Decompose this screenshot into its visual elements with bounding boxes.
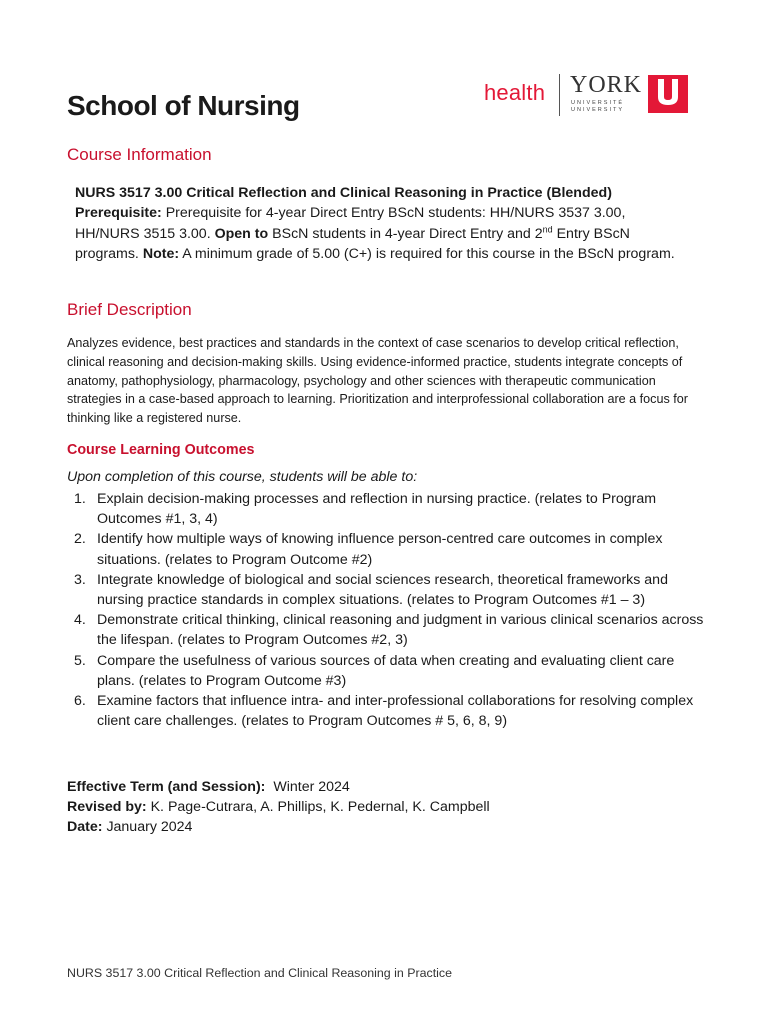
- list-item-text: Compare the usefulness of various sources of data when creating and evaluating client care plans. (relates to Program Outcome #3): [97, 652, 675, 689]
- open-to-text-1: BScN students in 4-year Direct Entry and 2: [272, 225, 543, 242]
- york-u-icon: [648, 75, 688, 113]
- list-item-text: Demonstrate critical thinking, clinical reasoning and judgment in various clinical scenarios across the lifespan. (relates to Program Outcomes #2, 3): [97, 612, 704, 649]
- revised-by-value: K. Page-Cutrara, A. Phillips, K. Pedernal, K. Campbell: [150, 799, 490, 815]
- revised-by-row: [67, 797, 490, 817]
- course-information-block: [75, 183, 685, 264]
- note-label: Note:: [142, 245, 180, 262]
- list-item: [67, 570, 707, 610]
- open-to-text-2: Entry BScN programs.: [75, 225, 630, 262]
- list-item-text: Examine factors that influence intra- and inter-professional collaborations for resolving complex client care challenges. (relates to Program Outcomes # 5, 6, 8, 9): [97, 693, 694, 730]
- learning-outcomes-list: [67, 489, 707, 731]
- course-information-heading: Course Information: [67, 145, 212, 164]
- date-row: [67, 817, 490, 837]
- prerequisite-text: Prerequisite for 4-year Direct Entry BScN students: HH/NURS 3537 3.00, HH/NURS 3515 3.00.: [75, 205, 626, 242]
- effective-term-row: [67, 777, 490, 797]
- prerequisite-label: Prerequisite:: [75, 205, 162, 222]
- learning-outcomes-heading: Course Learning Outcomes: [67, 442, 255, 458]
- course-meta: [67, 777, 490, 837]
- brief-description-heading: Brief Description: [67, 300, 192, 319]
- effective-term-label: Effective Term (and Session):: [67, 779, 266, 795]
- page-footer: NURS 3517 3.00 Critical Reflection and Clinical Reasoning in Practice: [67, 966, 452, 980]
- effective-term-value: Winter 2024: [273, 779, 350, 795]
- revised-by-label: Revised by:: [67, 799, 147, 815]
- list-item: [67, 651, 707, 691]
- list-item: [67, 489, 707, 529]
- list-item-number: 3.: [74, 571, 86, 588]
- open-to-label: Open to: [214, 225, 269, 242]
- note-text: A minimum grade of 5.00 (C+) is required for this course in the BScN program.: [182, 245, 675, 262]
- list-item-text: Explain decision-making processes and reflection in nursing practice. (relates to Program Outcomes #1, 3, 4): [97, 491, 657, 528]
- logo-university-en: UNIVERSITY: [571, 107, 625, 113]
- list-item: [67, 529, 707, 569]
- page-title: School of Nursing: [67, 90, 300, 121]
- learning-outcomes-intro: Upon completion of this course, students will be able to:: [67, 469, 418, 485]
- prerequisite-paragraph: [75, 203, 685, 264]
- list-item: [67, 691, 707, 731]
- course-title: NURS 3517 3.00 Critical Reflection and Clinical Reasoning in Practice (Blended): [75, 185, 612, 201]
- logo-university-fr: UNIVERSITÉ: [571, 100, 625, 106]
- open-to-superscript: nd: [542, 223, 553, 234]
- date-value: January 2024: [106, 819, 193, 835]
- list-item-number: 2.: [74, 531, 86, 548]
- logo-university-text: [571, 100, 624, 114]
- list-item-number: 1.: [74, 491, 86, 507]
- logo-divider: [559, 74, 560, 116]
- logo-health-text: health: [484, 80, 546, 105]
- list-item-number: 5.: [74, 652, 86, 669]
- list-item-number: 6.: [74, 693, 86, 710]
- date-label: Date:: [67, 819, 103, 835]
- list-item: [67, 610, 707, 650]
- list-item-text: Identify how multiple ways of knowing influence person-centred care outcomes in complex situations. (relates to Program Outcome #2): [97, 531, 663, 568]
- list-item-number: 4.: [74, 612, 86, 629]
- brief-description-text: Analyzes evidence, best practices and standards in the context of case scenarios to develop critical reflection, clinical reasoning and decision-making skills. Using evidence-informed practice, students integrate concepts of anatomy, pathophysiology, pharmacology, psychology and other sciences with therapeutic communication strategies in a case-based approach to learning. Prioritization and interprofessional collaboration are a focus for thinking like a registered nurse.: [67, 336, 688, 426]
- list-item-text: Integrate knowledge of biological and social sciences research, theoretical frameworks and nursing practice standards in complex situations. (relates to Program Outcomes #1 – 3): [97, 571, 668, 609]
- logo-york-text: YORK: [570, 72, 643, 98]
